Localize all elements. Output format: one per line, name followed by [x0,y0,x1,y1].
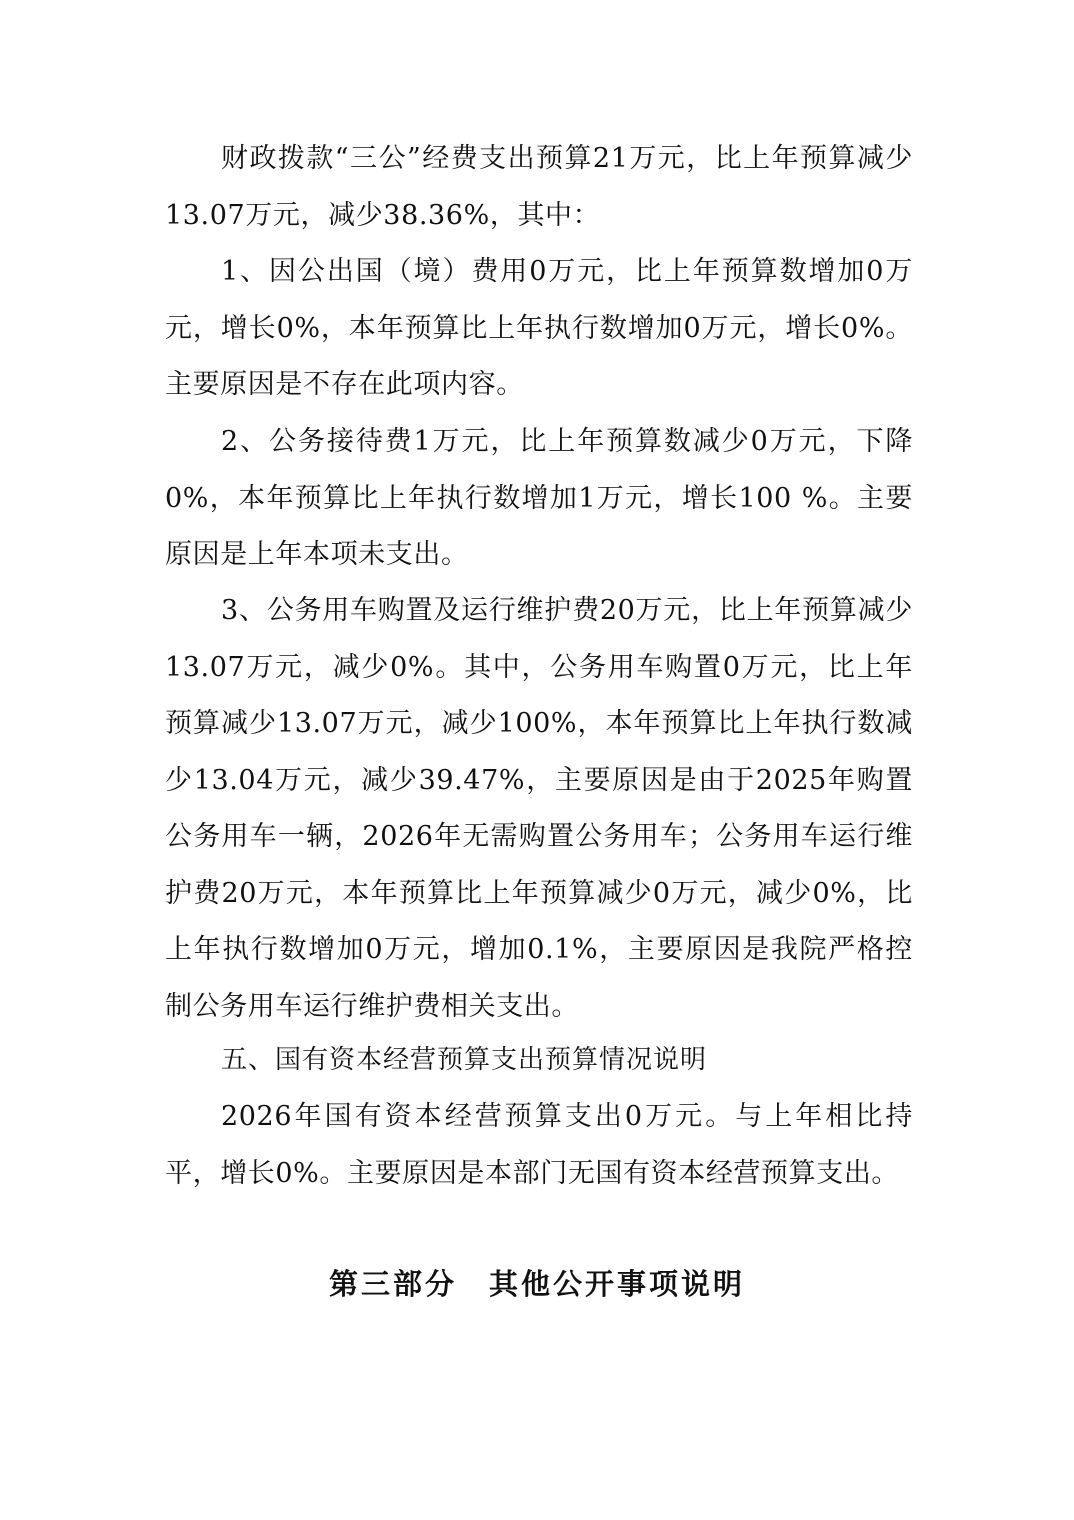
part-three-title: 第三部分 其他公开事项说明 [328,1267,745,1301]
paragraph-official-vehicle-expenses: 3、公务用车购置及运行维护费20万元，比上年预算减少13.07万元，减少0%。其中，公务用车购置0万元，比上年预算减少13.07万元，减少100%，本年预算比上年执行数减少13.04万元，减少39.47%，主要原因是由于2025年购置公务用车一辆，2026年无需购置公务用车；公务用车运行维护费20万元，本年预算比上年预算减少0万元，减少0%，比上年执行数增加0万元，增加0.1%，主要原因是我院严格控制公务用车运行维护费相关支出。 [165,595,913,1022]
paragraph-three-public-expenses-summary: 财政拨款“三公”经费支出预算21万元，比上年预算减少13.07万元，减少38.36%，其中： [165,143,913,231]
paragraph-official-reception-expenses: 2、公务接待费1万元，比上年预算数减少0万元，下降0%，本年预算比上年执行数增加1万元，增长100 %。主要原因是上年本项未支出。 [165,426,913,570]
paragraph-overseas-travel-expenses: 1、因公出国（境）费用0万元，比上年预算数增加0万元，增长0%，本年预算比上年执行数增加0万元，增长0%。主要原因是不存在此项内容。 [165,256,913,400]
section-five-heading: 五、国有资本经营预算支出预算情况说明 [221,1045,708,1075]
paragraph-state-capital-budget: 2026年国有资本经营预算支出0万元。与上年相比持平，增长0%。主要原因是本部门无国有资本经营预算支出。 [165,1101,913,1189]
